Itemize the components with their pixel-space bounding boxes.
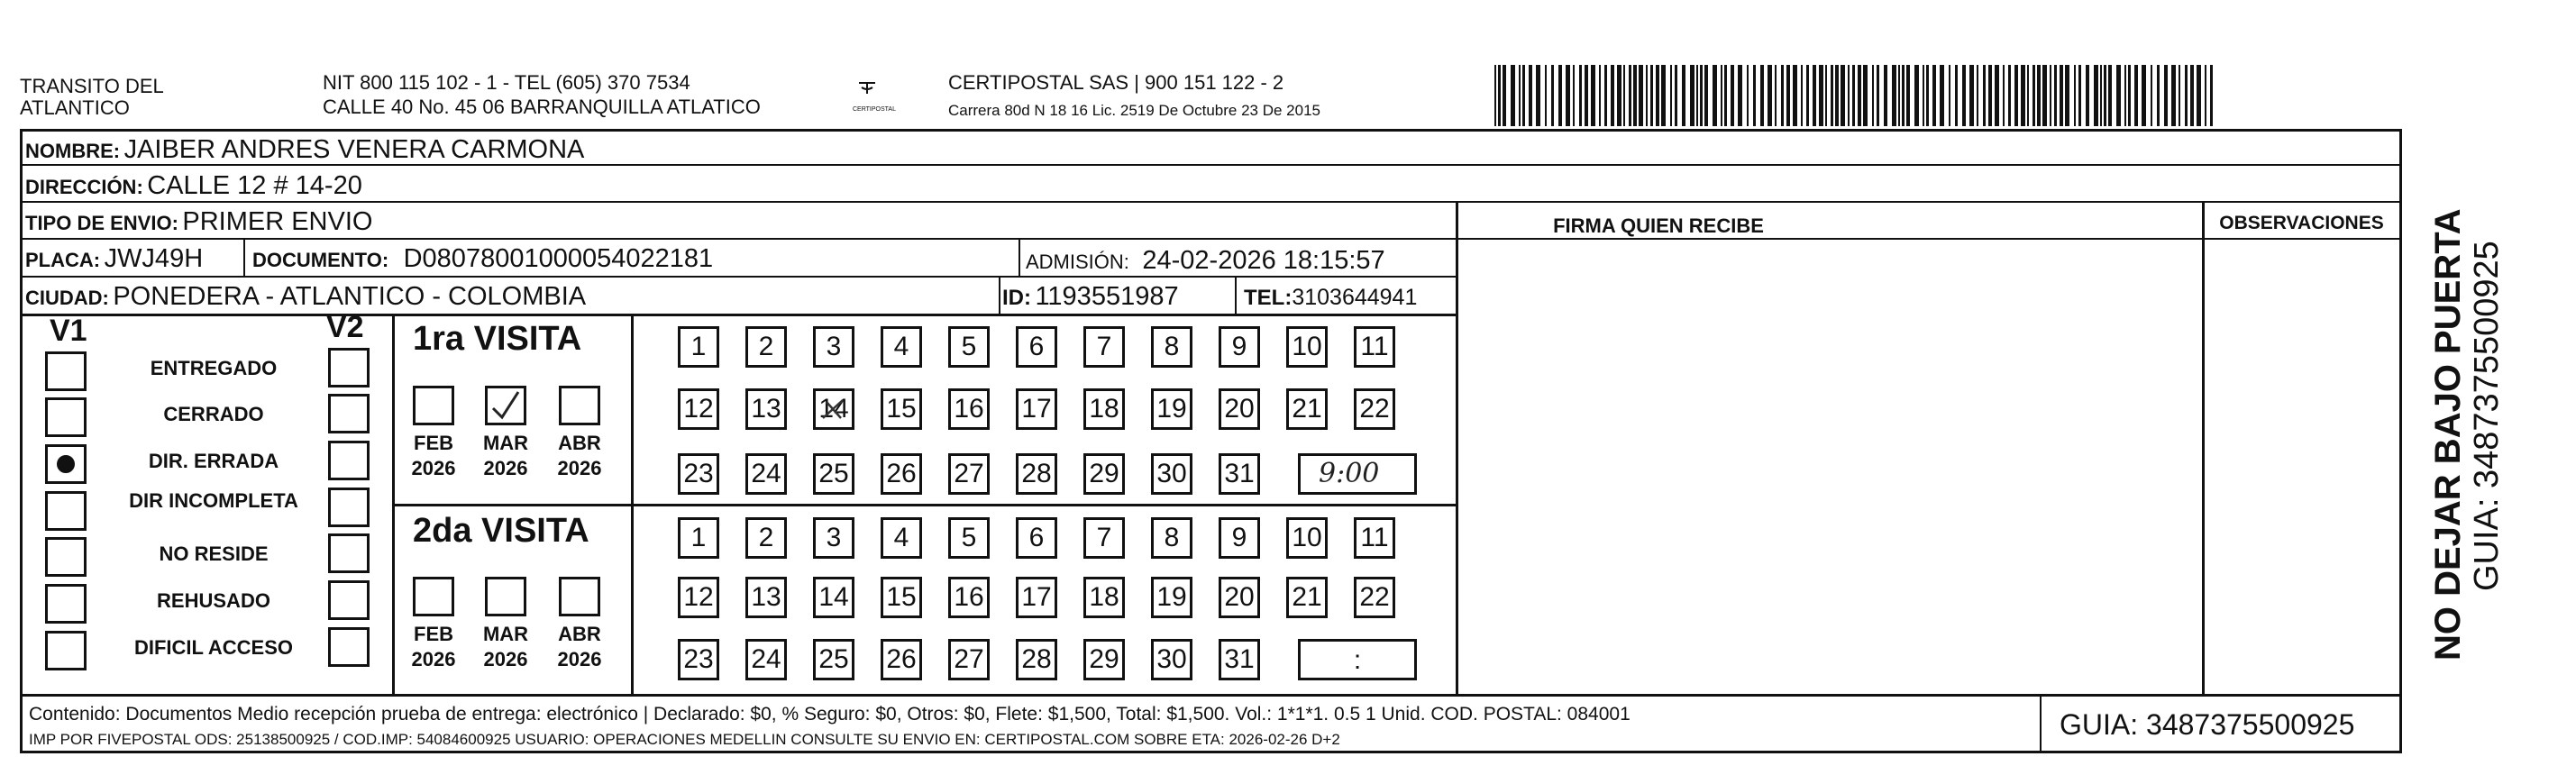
nombre-row bbox=[25, 135, 584, 165]
admision-value: 24-02-2026 18:15:57 bbox=[1142, 246, 1385, 275]
barcode-bar bbox=[1988, 65, 1992, 126]
barcode-bar bbox=[1661, 65, 1666, 126]
id-label: ID: bbox=[1002, 286, 1031, 310]
day-box[interactable]: 2 bbox=[745, 517, 787, 559]
day-box[interactable]: 9 bbox=[1219, 517, 1260, 559]
org-address: CALLE 40 No. 45 06 BARRANQUILLA ATLATICO bbox=[323, 96, 761, 118]
day-box[interactable]: 12 bbox=[678, 577, 719, 618]
v2-checkbox[interactable] bbox=[328, 580, 370, 620]
barcode-bar bbox=[2108, 65, 2112, 126]
barcode-bar bbox=[1522, 65, 1525, 126]
handwritten-mark-icon bbox=[816, 391, 852, 434]
day-box[interactable]: 27 bbox=[948, 639, 990, 680]
barcode-bar bbox=[1545, 65, 1547, 126]
barcode-bar bbox=[2008, 65, 2011, 126]
day-box[interactable]: 2 bbox=[745, 326, 787, 368]
form-frame bbox=[20, 129, 2402, 753]
day-box[interactable]: 1 bbox=[678, 517, 719, 559]
barcode-bar bbox=[2185, 65, 2188, 126]
month-label bbox=[544, 622, 616, 672]
day-box[interactable]: 8 bbox=[1151, 517, 1192, 559]
v1-checkbox[interactable] bbox=[45, 351, 87, 391]
tipo-value: PRIMER ENVIO bbox=[182, 207, 373, 236]
barcode-bar bbox=[1825, 65, 1827, 126]
barcode-bar bbox=[1863, 65, 1868, 126]
barcode-bar bbox=[2050, 65, 2051, 126]
barcode-bar bbox=[1906, 65, 1910, 126]
barcode-bar bbox=[1819, 65, 1823, 126]
v2-label: V2 bbox=[326, 310, 364, 344]
month-checkbox[interactable] bbox=[485, 577, 526, 616]
courier-logo-text: CERTIPOSTAL bbox=[853, 106, 896, 113]
day-box[interactable]: 19 bbox=[1151, 577, 1192, 618]
v2-checkbox[interactable] bbox=[328, 348, 370, 387]
barcode-bar bbox=[1858, 65, 1861, 126]
ciudad-value: PONEDERA - ATLANTICO - COLOMBIA bbox=[113, 282, 587, 311]
month-checkbox[interactable] bbox=[413, 577, 454, 616]
tel-label: TEL: bbox=[1244, 286, 1293, 310]
barcode-bar bbox=[2124, 65, 2126, 126]
v1-checkbox[interactable] bbox=[45, 444, 87, 484]
month-year: 2026 bbox=[557, 457, 602, 479]
courier-name: CERTIPOSTAL SAS | 900 151 122 - 2 bbox=[948, 71, 1284, 94]
barcode-bar bbox=[1877, 65, 1879, 126]
barcode-bar bbox=[2205, 65, 2206, 126]
side-guia: GUIA: 3487375500925 bbox=[2468, 241, 2506, 591]
barcode-bar bbox=[1623, 65, 1625, 126]
barcode-bar bbox=[1949, 65, 1950, 126]
documento-value: D08078001000054022181 bbox=[403, 244, 714, 273]
month-label bbox=[470, 622, 542, 672]
barcode-bar bbox=[2014, 65, 2018, 126]
barcode-bar bbox=[1591, 65, 1595, 126]
barcode-bar bbox=[1633, 65, 1637, 126]
nombre-label: NOMBRE: bbox=[25, 140, 121, 162]
barcode-bar bbox=[2100, 65, 2102, 126]
footer-guia: GUIA: 3487375500925 bbox=[2060, 708, 2355, 741]
day-box[interactable]: 17 bbox=[1016, 388, 1057, 430]
barcode-bar bbox=[2021, 65, 2025, 126]
day-box[interactable]: 27 bbox=[948, 453, 990, 495]
barcode-bar bbox=[2094, 65, 2098, 126]
day-box[interactable]: 31 bbox=[1219, 453, 1260, 495]
month-checkbox[interactable] bbox=[413, 386, 454, 425]
barcode-bar bbox=[1969, 65, 1974, 126]
v1-marked-dot bbox=[57, 455, 75, 473]
barcode-bar bbox=[1831, 65, 1833, 126]
tel-value: 3103644941 bbox=[1292, 285, 1418, 310]
org-name-line2: ATLANTICO bbox=[20, 96, 130, 119]
barcode-bar bbox=[1675, 65, 1677, 126]
day-box[interactable]: 10 bbox=[1286, 326, 1328, 368]
placa-value: JWJ49H bbox=[104, 244, 204, 273]
barcode-bar bbox=[1573, 65, 1575, 126]
v2-checkbox[interactable] bbox=[328, 627, 370, 667]
day-box[interactable]: 23 bbox=[678, 639, 719, 680]
v2-checkbox[interactable] bbox=[328, 394, 370, 433]
id-row bbox=[1002, 282, 1179, 312]
barcode-bar bbox=[2164, 65, 2168, 126]
month-checkbox[interactable] bbox=[485, 386, 526, 425]
month-checkbox[interactable] bbox=[559, 386, 600, 425]
barcode-bar bbox=[1558, 65, 1562, 126]
barcode-bar bbox=[1940, 65, 1944, 126]
day-box[interactable]: 22 bbox=[1354, 388, 1395, 430]
month-label bbox=[397, 622, 470, 672]
barcode-bar bbox=[1646, 65, 1648, 126]
day-box[interactable]: 16 bbox=[948, 388, 990, 430]
day-box[interactable]: 15 bbox=[881, 388, 922, 430]
barcode-bar bbox=[1604, 65, 1607, 126]
barcode-bar bbox=[2116, 65, 2121, 126]
day-box[interactable]: 23 bbox=[678, 453, 719, 495]
barcode-bar bbox=[1768, 65, 1772, 126]
barcode-bar bbox=[1656, 65, 1659, 126]
day-box[interactable]: 21 bbox=[1286, 577, 1328, 618]
v1-checkbox[interactable] bbox=[45, 397, 87, 437]
barcode-bar bbox=[1724, 65, 1727, 126]
barcode-bar bbox=[1898, 65, 1900, 126]
barcode-bar bbox=[2078, 65, 2081, 126]
barcode-bar bbox=[1884, 65, 1887, 126]
barcode-bar bbox=[1738, 65, 1742, 126]
barcode-bar bbox=[2104, 65, 2106, 126]
org-nit: NIT 800 115 102 - 1 - TEL (605) 370 7534 bbox=[323, 71, 690, 94]
day-box[interactable]: 29 bbox=[1083, 639, 1125, 680]
barcode-bar bbox=[2179, 65, 2180, 126]
barcode bbox=[1494, 65, 2223, 126]
footer-contenido: Contenido: Documentos Medio recepción prueba de entrega: electrónico | Declarado: $0, % Seguro: $0, Otros: $0, Flete: $1,500, Total: $1,500. Vol.: 1*1*1. 0.5 1 Unid. COD. POSTAL: 084001 bbox=[29, 704, 1631, 725]
day-box[interactable]: 5 bbox=[948, 326, 990, 368]
nombre-value: JAIBER ANDRES VENERA CARMONA bbox=[123, 135, 585, 164]
day-box[interactable]: 9 bbox=[1219, 326, 1260, 368]
barcode-bar bbox=[1551, 65, 1554, 126]
barcode-bar bbox=[1852, 65, 1855, 126]
month-name: MAR bbox=[482, 432, 529, 454]
barcode-bar bbox=[1494, 65, 1496, 126]
v1-label: V1 bbox=[50, 314, 87, 348]
firma-label: FIRMA QUIEN RECIBE bbox=[1553, 214, 1764, 237]
id-value: 1193551987 bbox=[1035, 282, 1179, 311]
direccion-label: DIRECCIÓN: bbox=[25, 176, 143, 198]
day-box[interactable]: 13 bbox=[745, 577, 787, 618]
barcode-bar bbox=[1775, 65, 1777, 126]
barcode-bar bbox=[1914, 65, 1919, 126]
day-box[interactable]: 18 bbox=[1083, 388, 1125, 430]
v2-checkbox[interactable] bbox=[328, 441, 370, 480]
day-box[interactable]: 5 bbox=[948, 517, 990, 559]
option-label: DIR INCOMPLETA bbox=[129, 489, 298, 512]
barcode-bar bbox=[1926, 65, 1929, 126]
day-box[interactable]: 31 bbox=[1219, 639, 1260, 680]
month-label bbox=[470, 431, 542, 481]
barcode-bar bbox=[1955, 65, 1958, 126]
day-box[interactable]: 21 bbox=[1286, 388, 1328, 430]
month-year: 2026 bbox=[557, 648, 602, 670]
option-label: DIFICIL ACCESO bbox=[133, 636, 293, 659]
day-box[interactable]: 18 bbox=[1083, 577, 1125, 618]
month-year: 2026 bbox=[483, 457, 528, 479]
placa-row bbox=[25, 244, 203, 274]
day-box[interactable]: 26 bbox=[881, 639, 922, 680]
barcode-bar bbox=[1835, 65, 1839, 126]
v1-checkbox[interactable] bbox=[45, 491, 87, 531]
barcode-bar bbox=[1629, 65, 1631, 126]
barcode-bar bbox=[2060, 65, 2063, 126]
month-name: FEB bbox=[414, 432, 453, 454]
v1-checkbox[interactable] bbox=[45, 537, 87, 577]
day-box[interactable]: 25 bbox=[813, 639, 854, 680]
ciudad-row bbox=[25, 282, 586, 312]
day-box[interactable]: 14 bbox=[813, 577, 854, 618]
option-label: ENTREGADO bbox=[150, 357, 278, 379]
barcode-bar bbox=[1760, 65, 1764, 126]
barcode-bar bbox=[1977, 65, 1978, 126]
day-box[interactable]: 24 bbox=[745, 639, 787, 680]
barcode-bar bbox=[1599, 65, 1601, 126]
month-name: MAR bbox=[482, 623, 529, 645]
day-box[interactable]: 7 bbox=[1083, 326, 1125, 368]
day-box[interactable]: 30 bbox=[1151, 639, 1192, 680]
tipo-row bbox=[25, 207, 372, 237]
day-box[interactable]: 11 bbox=[1354, 517, 1395, 559]
day-box[interactable]: 30 bbox=[1151, 453, 1192, 495]
day-box[interactable]: 22 bbox=[1354, 577, 1395, 618]
barcode-bar bbox=[1503, 65, 1506, 126]
barcode-bar bbox=[1848, 65, 1850, 126]
barcode-bar bbox=[2210, 65, 2213, 126]
day-box[interactable]: 16 bbox=[948, 577, 990, 618]
v2-checkbox[interactable] bbox=[328, 488, 370, 527]
org-name-line1: TRANSITO DEL bbox=[20, 75, 164, 97]
month-name: FEB bbox=[414, 623, 453, 645]
barcode-bar bbox=[1566, 65, 1570, 126]
barcode-bar bbox=[1696, 65, 1698, 126]
footer-imp: IMP POR FIVEPOSTAL ODS: 25138500925 / COD.IMP: 54084600925 USUARIO: OPERACIONES MEDELLIN CONSULTE SU ENVIO EN: CERTIPOSTAL.COM SOBRE ETA: 2026-02-26 D+2 bbox=[29, 731, 1340, 748]
day-box[interactable]: 20 bbox=[1219, 388, 1260, 430]
barcode-bar bbox=[1611, 65, 1614, 126]
barcode-bar bbox=[1682, 65, 1685, 126]
barcode-bar bbox=[1529, 65, 1532, 126]
documento-label: DOCUMENTO: bbox=[252, 249, 389, 271]
barcode-bar bbox=[1902, 65, 1905, 126]
option-label: NO RESIDE bbox=[159, 542, 269, 565]
tipo-label: TIPO DE ENVIO: bbox=[25, 212, 178, 234]
second-visit-title: 2da VISITA bbox=[413, 512, 589, 550]
ciudad-label: CIUDAD: bbox=[25, 287, 109, 309]
barcode-bar bbox=[1670, 65, 1672, 126]
barcode-bar bbox=[1536, 65, 1540, 126]
barcode-bar bbox=[1786, 65, 1790, 126]
barcode-bar bbox=[1806, 65, 1809, 126]
option-label: CERRADO bbox=[163, 403, 264, 425]
month-year: 2026 bbox=[411, 648, 456, 670]
month-year: 2026 bbox=[483, 648, 528, 670]
tel-row bbox=[1244, 285, 1417, 311]
first-visit-handwritten-time: 9:00 bbox=[1319, 458, 1380, 489]
barcode-bar bbox=[2065, 65, 2069, 126]
barcode-bar bbox=[1585, 65, 1588, 126]
option-label: REHUSADO bbox=[157, 589, 270, 612]
admision-label: ADMISIÓN: bbox=[1026, 251, 1129, 273]
barcode-bar bbox=[2157, 65, 2160, 126]
barcode-bar bbox=[1813, 65, 1816, 126]
placa-label: PLACA: bbox=[25, 249, 101, 271]
day-box[interactable]: 26 bbox=[881, 453, 922, 495]
day-box[interactable]: 3 bbox=[813, 326, 854, 368]
day-box[interactable]: 25 bbox=[813, 453, 854, 495]
barcode-bar bbox=[1579, 65, 1582, 126]
day-box[interactable]: 14 bbox=[813, 388, 854, 430]
barcode-bar bbox=[1801, 65, 1803, 126]
day-box[interactable]: 1 bbox=[678, 326, 719, 368]
barcode-bar bbox=[2032, 65, 2035, 126]
barcode-bar bbox=[2134, 65, 2138, 126]
barcode-bar bbox=[1650, 65, 1653, 126]
day-box[interactable]: 11 bbox=[1354, 326, 1395, 368]
barcode-bar bbox=[1721, 65, 1722, 126]
barcode-bar bbox=[1923, 65, 1924, 126]
barcode-bar bbox=[1841, 65, 1845, 126]
day-box[interactable]: 3 bbox=[813, 517, 854, 559]
day-box[interactable]: 6 bbox=[1016, 517, 1057, 559]
first-visit-title: 1ra VISITA bbox=[413, 320, 582, 358]
first-visit-time-box[interactable] bbox=[1298, 453, 1417, 495]
barcode-bar bbox=[1753, 65, 1756, 126]
second-visit-time-box[interactable] bbox=[1298, 639, 1417, 680]
barcode-bar bbox=[1704, 65, 1708, 126]
day-box[interactable]: 24 bbox=[745, 453, 787, 495]
month-name: ABR bbox=[558, 623, 601, 645]
day-box[interactable]: 28 bbox=[1016, 639, 1057, 680]
day-box[interactable]: 29 bbox=[1083, 453, 1125, 495]
v1-checkbox[interactable] bbox=[45, 631, 87, 670]
day-box[interactable]: 4 bbox=[881, 517, 922, 559]
month-label bbox=[397, 431, 470, 481]
courier-logo-icon bbox=[856, 79, 878, 96]
day-box[interactable]: 19 bbox=[1151, 388, 1192, 430]
barcode-bar bbox=[1932, 65, 1936, 126]
barcode-bar bbox=[1731, 65, 1734, 126]
month-checkbox[interactable] bbox=[559, 577, 600, 616]
barcode-bar bbox=[1995, 65, 1999, 126]
barcode-bar bbox=[1781, 65, 1784, 126]
barcode-bar bbox=[1700, 65, 1703, 126]
admision-row bbox=[1026, 246, 1385, 276]
day-box[interactable]: 28 bbox=[1016, 453, 1057, 495]
barcode-bar bbox=[1872, 65, 1874, 126]
second-visit-time-placeholder: : bbox=[1353, 645, 1362, 675]
barcode-bar bbox=[1983, 65, 1986, 126]
day-box[interactable]: 20 bbox=[1219, 577, 1260, 618]
barcode-bar bbox=[1713, 65, 1717, 126]
barcode-bar bbox=[2027, 65, 2029, 126]
barcode-bar bbox=[2197, 65, 2201, 126]
option-label: DIR. ERRADA bbox=[148, 450, 279, 472]
barcode-bar bbox=[1498, 65, 1501, 126]
day-box[interactable]: 13 bbox=[745, 388, 787, 430]
direccion-row bbox=[25, 171, 362, 201]
side-warning: NO DEJAR BAJO PUERTA bbox=[2428, 208, 2468, 661]
day-box[interactable]: 17 bbox=[1016, 577, 1057, 618]
barcode-bar bbox=[2128, 65, 2131, 126]
day-box[interactable]: 6 bbox=[1016, 326, 1057, 368]
barcode-bar bbox=[2171, 65, 2176, 126]
barcode-bar bbox=[2003, 65, 2005, 126]
barcode-bar bbox=[2042, 65, 2047, 126]
barcode-bar bbox=[1793, 65, 1797, 126]
barcode-bar bbox=[2086, 65, 2089, 126]
month-year: 2026 bbox=[411, 457, 456, 479]
barcode-bar bbox=[2074, 65, 2076, 126]
check-mark-icon bbox=[488, 388, 524, 427]
documento-row bbox=[252, 244, 713, 274]
month-name: ABR bbox=[558, 432, 601, 454]
barcode-bar bbox=[1892, 65, 1896, 126]
month-label bbox=[544, 431, 616, 481]
observaciones-label: OBSERVACIONES bbox=[2219, 213, 2384, 233]
day-box[interactable]: 8 bbox=[1151, 326, 1192, 368]
day-box[interactable]: 7 bbox=[1083, 517, 1125, 559]
day-box[interactable]: 4 bbox=[881, 326, 922, 368]
courier-license: Carrera 80d N 18 16 Lic. 2519 De Octubre 23 De 2015 bbox=[948, 102, 1320, 119]
barcode-bar bbox=[2142, 65, 2146, 126]
v2-checkbox[interactable] bbox=[328, 533, 370, 573]
barcode-bar bbox=[1511, 65, 1515, 126]
barcode-bar bbox=[1747, 65, 1749, 126]
direccion-value: CALLE 12 # 14-20 bbox=[147, 171, 362, 200]
barcode-bar bbox=[1639, 65, 1643, 126]
barcode-bar bbox=[2054, 65, 2057, 126]
barcode-bar bbox=[2037, 65, 2041, 126]
barcode-bar bbox=[2190, 65, 2194, 126]
day-box[interactable]: 15 bbox=[881, 577, 922, 618]
barcode-bar bbox=[1617, 65, 1621, 126]
barcode-bar bbox=[1962, 65, 1966, 126]
day-box[interactable]: 12 bbox=[678, 388, 719, 430]
barcode-bar bbox=[2151, 65, 2152, 126]
barcode-bar bbox=[1519, 65, 1521, 126]
day-box[interactable]: 10 bbox=[1286, 517, 1328, 559]
barcode-bar bbox=[1690, 65, 1694, 126]
v1-checkbox[interactable] bbox=[45, 584, 87, 624]
